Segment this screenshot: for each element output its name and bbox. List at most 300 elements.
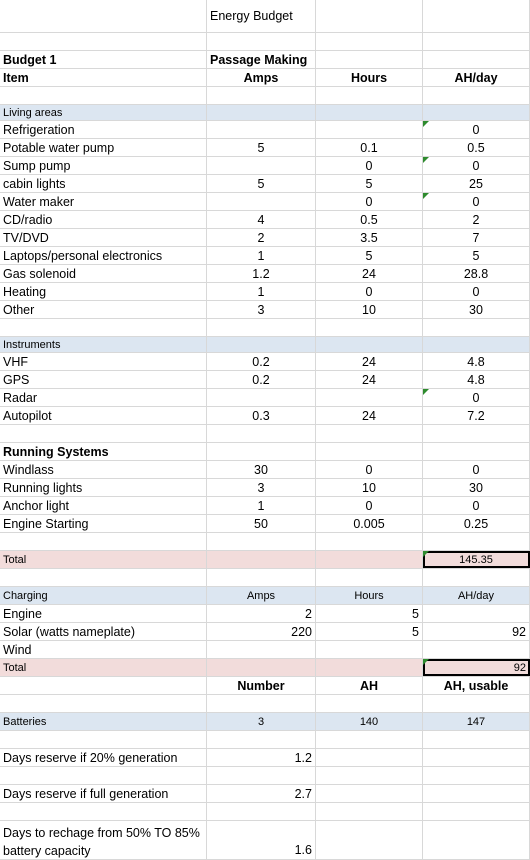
table-row [0, 497, 530, 515]
cell[interactable] [207, 389, 316, 406]
blank-row [0, 767, 530, 785]
table-row [0, 407, 530, 425]
cell-text: 5 [412, 606, 419, 621]
cell[interactable] [0, 785, 207, 802]
cell[interactable] [0, 569, 207, 586]
cell-text: Total [3, 553, 27, 566]
battery-header-row [0, 677, 530, 695]
cell[interactable] [0, 193, 207, 210]
cell-text: Autopilot [3, 408, 52, 423]
table-row [0, 301, 530, 319]
cell-text: Amps [246, 589, 276, 602]
cell[interactable] [316, 659, 423, 676]
cell[interactable] [423, 353, 530, 370]
cell[interactable] [423, 69, 530, 86]
cell[interactable] [0, 157, 207, 174]
cell[interactable] [0, 105, 207, 120]
table-row [0, 605, 530, 623]
cell-text: Refrigeration [3, 122, 75, 137]
cell[interactable] [0, 623, 207, 640]
cell[interactable] [0, 229, 207, 246]
cell-text: Budget 1 [3, 52, 57, 67]
cell[interactable] [423, 175, 530, 192]
budget-row [0, 51, 530, 69]
cell[interactable] [207, 33, 316, 50]
cell[interactable] [207, 157, 316, 174]
cell[interactable] [316, 641, 423, 658]
cell[interactable] [423, 51, 530, 68]
cell-text: 0.5 [467, 140, 485, 155]
cell[interactable] [207, 605, 316, 622]
cell[interactable] [0, 139, 207, 156]
cell[interactable] [0, 659, 207, 676]
cell[interactable] [423, 319, 530, 336]
cell[interactable] [316, 803, 423, 820]
cell-text: 0.5 [360, 212, 378, 227]
cell-text: Water maker [3, 194, 75, 209]
table-row [0, 461, 530, 479]
cell[interactable] [423, 425, 530, 442]
cell-text: Total [3, 661, 27, 674]
cell-text: Sump pump [3, 158, 71, 173]
cell-text: 2 [305, 606, 312, 621]
cell[interactable] [423, 105, 530, 120]
table-row [0, 193, 530, 211]
cell[interactable] [423, 785, 530, 802]
cell[interactable] [316, 821, 423, 859]
cell-text: 0 [365, 462, 373, 477]
cell[interactable] [316, 0, 423, 32]
cell[interactable] [207, 497, 316, 514]
cell[interactable] [207, 713, 316, 730]
cell[interactable] [207, 211, 316, 228]
table-row [0, 157, 530, 175]
cell-text: 147 [466, 715, 486, 728]
cell[interactable] [0, 319, 207, 336]
cell[interactable] [0, 389, 207, 406]
cell-text: 5 [257, 176, 265, 191]
cell[interactable] [423, 551, 530, 568]
cell[interactable] [0, 767, 207, 784]
cell[interactable] [207, 767, 316, 784]
cell[interactable] [0, 749, 207, 766]
comment-indicator-icon [423, 193, 429, 199]
cell[interactable] [316, 389, 423, 406]
cell[interactable] [0, 533, 207, 550]
cell-text: 24 [362, 354, 376, 369]
cell[interactable] [316, 247, 423, 264]
cell[interactable] [207, 51, 316, 68]
cell[interactable] [0, 497, 207, 514]
section-instruments [0, 337, 530, 353]
cell-text: 4 [257, 212, 265, 227]
cell[interactable] [423, 443, 530, 460]
cell[interactable] [207, 371, 316, 388]
cell-text: 24 [362, 266, 376, 281]
cell[interactable] [423, 87, 530, 104]
cell[interactable] [423, 659, 530, 676]
cell[interactable] [207, 139, 316, 156]
cell-text: Solar (watts nameplate) [3, 624, 136, 639]
cell-text: 1 [257, 248, 265, 263]
cell[interactable] [316, 371, 423, 388]
cell-text: 4.8 [467, 354, 485, 369]
cell[interactable] [207, 479, 316, 496]
cell-text: Hours [350, 70, 388, 85]
cell[interactable] [316, 533, 423, 550]
cell-text: Days reserve if 20% generation [3, 750, 178, 765]
cell[interactable] [316, 353, 423, 370]
cell[interactable] [423, 695, 530, 712]
cell[interactable] [207, 319, 316, 336]
comment-indicator-icon [423, 121, 429, 127]
cell[interactable] [316, 33, 423, 50]
cell-text: VHF [3, 354, 28, 369]
cell-text: Windlass [3, 462, 54, 477]
cell[interactable] [423, 0, 530, 32]
cell-text: 92 [513, 661, 526, 674]
cell[interactable] [316, 337, 423, 352]
cell[interactable] [423, 193, 530, 210]
cell-text: 0 [472, 390, 480, 405]
cell[interactable] [207, 551, 316, 568]
cell[interactable] [316, 713, 423, 730]
cell-text: Days to rechage from 50% TO 85% battery capacity [3, 826, 200, 858]
cell[interactable] [423, 407, 530, 424]
blank-row [0, 87, 530, 105]
section-living [0, 105, 530, 121]
cell-text: Living areas [3, 106, 63, 119]
header-row [0, 69, 530, 87]
cell[interactable] [207, 785, 316, 802]
comment-indicator-icon [423, 389, 429, 395]
cell[interactable] [423, 371, 530, 388]
cell-text: Radar [3, 390, 38, 405]
cell[interactable] [316, 121, 423, 138]
cell-text: 5 [412, 624, 419, 639]
cell[interactable] [316, 749, 423, 766]
blank-row [0, 533, 530, 551]
cell[interactable] [423, 33, 530, 50]
cell-text: 30 [254, 462, 268, 477]
cell[interactable] [207, 569, 316, 586]
cell[interactable] [207, 821, 316, 859]
table-row [0, 623, 530, 641]
cell[interactable] [316, 229, 423, 246]
cell-text: 2.7 [294, 786, 312, 801]
cell[interactable] [0, 69, 207, 86]
cell[interactable] [316, 731, 423, 748]
cell-text: Instruments [3, 338, 61, 351]
cell[interactable] [0, 371, 207, 388]
cell[interactable] [207, 425, 316, 442]
cell[interactable] [207, 247, 316, 264]
cell[interactable] [423, 533, 530, 550]
cell-text: 5 [472, 248, 480, 263]
cell[interactable] [423, 139, 530, 156]
cell-text: CD/radio [3, 212, 53, 227]
cell[interactable] [0, 0, 207, 32]
cell[interactable] [423, 749, 530, 766]
cell[interactable] [207, 659, 316, 676]
cell[interactable] [316, 515, 423, 532]
cell[interactable] [316, 51, 423, 68]
cell[interactable] [316, 105, 423, 120]
cell[interactable] [423, 265, 530, 282]
table-row [0, 641, 530, 659]
cell[interactable] [0, 87, 207, 104]
cell[interactable] [0, 425, 207, 442]
cell-text: 0.1 [360, 140, 378, 155]
cell-text: 25 [469, 176, 483, 191]
cell[interactable] [207, 353, 316, 370]
cell[interactable] [0, 247, 207, 264]
cell-text: Passage Making [210, 52, 308, 67]
cell[interactable] [0, 353, 207, 370]
cell[interactable] [207, 533, 316, 550]
cell[interactable] [423, 229, 530, 246]
blank-row [0, 319, 530, 337]
cell[interactable] [0, 121, 207, 138]
cell[interactable] [423, 389, 530, 406]
cell-text: 145.35 [459, 553, 493, 566]
cell[interactable] [0, 515, 207, 532]
cell[interactable] [207, 105, 316, 120]
cell[interactable] [207, 641, 316, 658]
cell[interactable] [316, 569, 423, 586]
cell-text: Gas solenoid [3, 266, 76, 281]
cell[interactable] [423, 803, 530, 820]
cell[interactable] [207, 337, 316, 352]
blank-row [0, 33, 530, 51]
cell[interactable] [0, 443, 207, 460]
cell[interactable] [316, 193, 423, 210]
cell[interactable] [0, 461, 207, 478]
section-running [0, 443, 530, 461]
cell[interactable] [0, 821, 207, 859]
cell[interactable] [316, 265, 423, 282]
blank-row [0, 731, 530, 749]
cell-text: Running lights [3, 480, 83, 495]
cell[interactable] [0, 51, 207, 68]
cell[interactable] [316, 301, 423, 318]
cell[interactable] [423, 569, 530, 586]
cell[interactable] [316, 87, 423, 104]
table-row [0, 175, 530, 193]
cell[interactable] [423, 731, 530, 748]
cell[interactable] [316, 785, 423, 802]
cell[interactable] [207, 515, 316, 532]
cell-text: 3 [257, 715, 265, 728]
cell-text: 0 [365, 284, 373, 299]
cell[interactable] [0, 479, 207, 496]
cell-text: 0 [365, 498, 373, 513]
cell-text: 2 [257, 230, 265, 245]
cell[interactable] [316, 175, 423, 192]
cell[interactable] [0, 695, 207, 712]
cell[interactable] [0, 407, 207, 424]
cell[interactable] [0, 337, 207, 352]
cell-text: Other [3, 302, 35, 317]
cell[interactable] [423, 337, 530, 352]
cell[interactable] [316, 69, 423, 86]
cell[interactable] [207, 587, 316, 604]
reserve-row [0, 785, 530, 803]
cell[interactable] [423, 497, 530, 514]
cell[interactable] [0, 301, 207, 318]
cell[interactable] [207, 731, 316, 748]
cell-text: 0 [472, 498, 480, 513]
cell[interactable] [207, 229, 316, 246]
cell[interactable] [423, 767, 530, 784]
cell[interactable] [0, 803, 207, 820]
cell-text: cabin lights [3, 176, 66, 191]
cell-text: 30 [469, 480, 483, 495]
cell[interactable] [423, 283, 530, 300]
table-row [0, 265, 530, 283]
cell[interactable] [316, 497, 423, 514]
cell-text: Running Systems [3, 444, 109, 459]
cell-text: 30 [469, 302, 483, 317]
cell[interactable] [0, 551, 207, 568]
cell[interactable] [316, 157, 423, 174]
cell[interactable] [423, 605, 530, 622]
cell-text: Anchor light [3, 498, 70, 513]
cell[interactable] [207, 407, 316, 424]
cell[interactable] [207, 265, 316, 282]
cell-text: 7 [472, 230, 480, 245]
cell-text: 1 [257, 498, 265, 513]
title-row [0, 0, 530, 33]
cell[interactable] [0, 175, 207, 192]
cell[interactable] [316, 443, 423, 460]
cell-text: 3 [257, 302, 265, 317]
cell[interactable] [423, 301, 530, 318]
blank-row [0, 695, 530, 713]
cell-text: 1 [257, 284, 265, 299]
cell-text: 2 [472, 212, 480, 227]
cell-text: Energy Budget [210, 9, 293, 23]
table-row [0, 139, 530, 157]
cell[interactable] [0, 587, 207, 604]
cell[interactable] [0, 677, 207, 694]
cell[interactable] [0, 605, 207, 622]
cell[interactable] [423, 121, 530, 138]
cell[interactable] [316, 211, 423, 228]
cell-text: Charging [3, 589, 48, 602]
cell[interactable] [316, 623, 423, 640]
table-row [0, 479, 530, 497]
cell[interactable] [207, 301, 316, 318]
cell-text: 4.8 [467, 372, 485, 387]
cell[interactable] [316, 407, 423, 424]
cell-text: AH/day [457, 589, 495, 602]
cell[interactable] [207, 175, 316, 192]
cell[interactable] [423, 461, 530, 478]
cell[interactable] [207, 623, 316, 640]
cell[interactable] [207, 443, 316, 460]
cell[interactable] [207, 677, 316, 694]
cell[interactable] [0, 731, 207, 748]
cell[interactable] [207, 121, 316, 138]
charging-header [0, 587, 530, 605]
cell[interactable] [0, 265, 207, 282]
cell-text: 24 [362, 372, 376, 387]
cell-text: 0.3 [252, 408, 270, 423]
cell[interactable] [207, 0, 316, 32]
cell-text: Number [237, 678, 285, 693]
cell[interactable] [316, 551, 423, 568]
cell-text: 3 [257, 480, 265, 495]
cell[interactable] [316, 695, 423, 712]
cell-text: 0 [472, 194, 480, 209]
cell[interactable] [423, 713, 530, 730]
cell-text: 0.2 [252, 372, 270, 387]
cell[interactable] [316, 677, 423, 694]
table-row [0, 283, 530, 301]
cell[interactable] [423, 157, 530, 174]
cell[interactable] [423, 677, 530, 694]
cell[interactable] [316, 587, 423, 604]
cell[interactable] [423, 515, 530, 532]
cell[interactable] [207, 803, 316, 820]
cell[interactable] [316, 283, 423, 300]
cell-text: 10 [362, 480, 376, 495]
cell-text: 0 [365, 158, 373, 173]
cell-text: 0.2 [252, 354, 270, 369]
cell[interactable] [0, 641, 207, 658]
cell[interactable] [423, 587, 530, 604]
blank-row [0, 569, 530, 587]
cell[interactable] [0, 283, 207, 300]
cell[interactable] [423, 479, 530, 496]
cell[interactable] [207, 749, 316, 766]
cell[interactable] [316, 461, 423, 478]
cell[interactable] [207, 283, 316, 300]
batteries-row [0, 713, 530, 731]
cell[interactable] [207, 69, 316, 86]
cell-text: TV/DVD [3, 230, 49, 245]
cell[interactable] [207, 193, 316, 210]
cell[interactable] [316, 425, 423, 442]
cell[interactable] [0, 33, 207, 50]
cell[interactable] [423, 821, 530, 859]
cell[interactable] [423, 641, 530, 658]
cell[interactable] [316, 139, 423, 156]
cell-text: 50 [254, 516, 268, 531]
cell[interactable] [207, 695, 316, 712]
cell[interactable] [423, 623, 530, 640]
cell[interactable] [316, 767, 423, 784]
cell[interactable] [423, 247, 530, 264]
cell-text: 0.25 [463, 516, 489, 531]
table-row [0, 353, 530, 371]
cell[interactable] [0, 211, 207, 228]
cell[interactable] [316, 605, 423, 622]
cell[interactable] [0, 713, 207, 730]
cell-text: 0 [365, 194, 373, 209]
cell[interactable] [316, 479, 423, 496]
cell-text: 1.2 [252, 266, 270, 281]
cell[interactable] [207, 461, 316, 478]
cell-text: 7.2 [467, 408, 485, 423]
cell-text: Laptops/personal electronics [3, 248, 163, 263]
cell[interactable] [423, 211, 530, 228]
cell[interactable] [316, 319, 423, 336]
cell[interactable] [207, 87, 316, 104]
blank-row [0, 425, 530, 443]
table-row [0, 121, 530, 139]
